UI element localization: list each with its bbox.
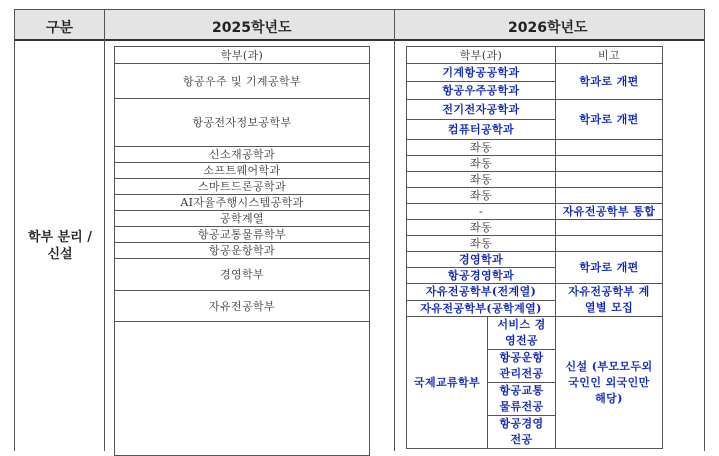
t2026-intl-school: 국제교류학부 [407, 317, 488, 449]
header-band [15, 10, 704, 41]
col-divider-2 [394, 10, 395, 451]
t2026-dept: 좌동 [407, 236, 556, 252]
t2026-major: 항공경영 전공 [488, 416, 556, 449]
t2026-note: 자유전공학부 통합 [556, 204, 663, 220]
t2026-dept: 좌동 [407, 156, 556, 172]
t2025-row: 항공운항학과 [115, 243, 370, 259]
table-2025 [114, 46, 370, 456]
t2026-dept: 좌동 [407, 220, 556, 236]
t2025-row: 항공전자정보공학부 [115, 99, 370, 147]
t2026-dept: 기계항공공학과 [407, 64, 556, 82]
t2026-note: 학과로 개편 [556, 100, 663, 140]
t2026-dept: 전기전자공학과 [407, 100, 556, 120]
category-label: 학부 분리 / 신설 [27, 230, 93, 262]
t2026-dept: 좌동 [407, 172, 556, 188]
t2025-header: 학부(과) [115, 47, 370, 64]
t2026-major: 서비스 경영전공 [488, 317, 556, 350]
t2026-header-dept: 학부(과) [407, 47, 556, 64]
t2025-row: 스마트드론공학과 [115, 179, 370, 195]
t2026-major: 항공운항 관리전공 [488, 350, 556, 383]
header-2025: 2025학년도 [212, 20, 292, 36]
t2025-row: 신소재공학과 [115, 147, 370, 163]
t2026-new-note: 신설 (부모모두외국인인 외국인만 해당) [556, 317, 663, 449]
t2026-header-note: 비고 [556, 47, 663, 64]
t2026-dept: 컴퓨터공학과 [407, 120, 556, 140]
t2026-note [556, 140, 663, 156]
t2025-row: 소프트웨어학과 [115, 163, 370, 179]
t2026-dept: 좌동 [407, 140, 556, 156]
t2026-dept: 좌동 [407, 188, 556, 204]
t2026-dept: 자유전공학부(공학계열) [407, 300, 556, 317]
t2026-dept: 항공경영학과 [407, 268, 556, 284]
t2026-dept: 경영학과 [407, 252, 556, 268]
t2026-note [556, 156, 663, 172]
t2026-note: 학과로 개편 [556, 252, 663, 284]
header-2026: 2026학년도 [508, 20, 588, 36]
col-divider-1 [104, 10, 105, 451]
t2026-note [556, 172, 663, 188]
t2025-row: 경영학부 [115, 259, 370, 291]
header-category: 구분 [46, 20, 74, 36]
t2026-note [556, 236, 663, 252]
t2025-empty-row [115, 322, 370, 456]
t2025-row: 자유전공학부 [115, 291, 370, 322]
t2026-dept: 항공우주공학과 [407, 82, 556, 100]
t2026-major: 항공교통 물류전공 [488, 383, 556, 416]
table-2026 [406, 46, 663, 449]
t2026-note: 자유전공학부 계열별 모집 [556, 284, 663, 317]
t2025-row: AI자율주행시스템공학과 [115, 195, 370, 211]
t2026-note [556, 220, 663, 236]
t2026-note: 학과로 개편 [556, 64, 663, 100]
t2026-note [556, 188, 663, 204]
t2026-dept: - [407, 204, 556, 220]
t2026-dept: 자유전공학부(전계열) [407, 284, 556, 301]
t2025-row: 공학계열 [115, 211, 370, 227]
t2025-row: 항공우주 및 기계공학부 [115, 64, 370, 99]
t2025-row: 항공교통물류학부 [115, 227, 370, 243]
